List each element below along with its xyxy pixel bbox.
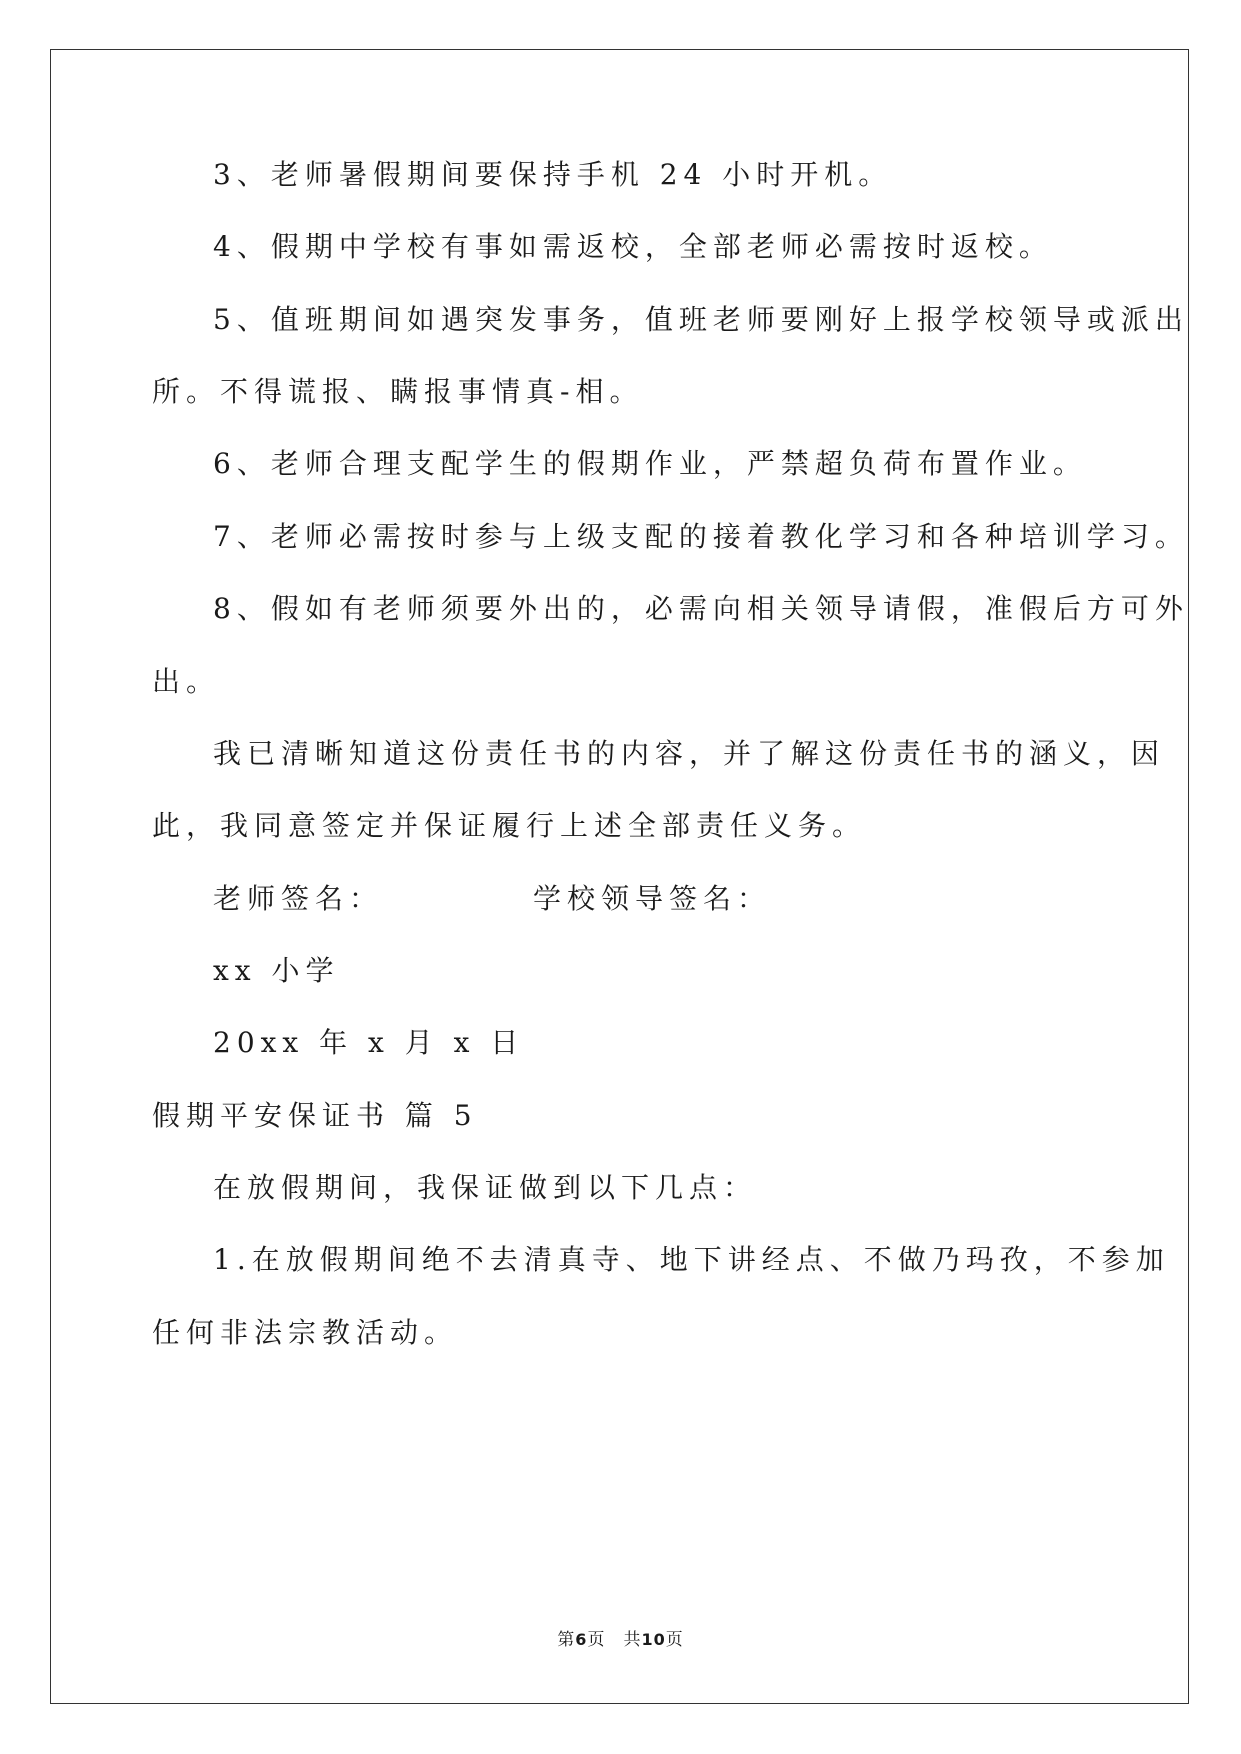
document-date: 20xx 年 x 月 x 日 <box>213 1026 525 1059</box>
leader-signature-label: 学校领导签名： <box>533 882 772 915</box>
paragraph-line: 所。不得谎报、瞒报事情真-相。 <box>152 375 644 408</box>
paragraph-line: 6、老师合理支配学生的假期作业，严禁超负荷布置作业。 <box>213 447 1087 480</box>
paragraph-line: 出。 <box>152 665 221 698</box>
teacher-signature-label: 老师签名： <box>213 882 384 915</box>
paragraph-line: 我已清晰知道这份责任书的内容，并了解这份责任书的涵义，因 <box>213 737 1166 770</box>
section-title: 假期平安保证书 篇 5 <box>152 1099 478 1132</box>
paragraph-line: 7、老师必需按时参与上级支配的接着教化学习和各种培训学习。 <box>213 520 1189 553</box>
total-suffix: 页 <box>665 1630 684 1650</box>
page-prefix: 第 <box>557 1630 576 1650</box>
paragraph-line: 在放假期间，我保证做到以下几点： <box>213 1171 758 1204</box>
page-footer <box>0 1625 1241 1650</box>
paragraph-line: 8、假如有老师须要外出的，必需向相关领导请假，准假后方可外 <box>213 592 1189 625</box>
paragraph-line: 1.在放假期间绝不去清真寺、地下讲经点、不做乃玛孜，不参加 <box>213 1243 1170 1276</box>
page-border <box>50 49 1189 1704</box>
paragraph-line: 5、值班期间如遇突发事务，值班老师要刚好上报学校领导或派出 <box>213 303 1189 336</box>
page-number: 6 <box>575 1630 588 1649</box>
signature-line <box>213 879 771 919</box>
paragraph-line: 任何非法宗教活动。 <box>152 1316 459 1349</box>
page-suffix: 页 <box>587 1630 606 1650</box>
school-name: xx 小学 <box>213 954 340 987</box>
paragraph-line: 3、老师暑假期间要保持手机 24 小时开机。 <box>213 158 893 191</box>
total-pages: 10 <box>641 1630 666 1649</box>
paragraph-line: 此，我同意签定并保证履行上述全部责任义务。 <box>152 809 867 842</box>
total-prefix: 共 <box>623 1630 642 1650</box>
paragraph-line: 4、假期中学校有事如需返校，全部老师必需按时返校。 <box>213 230 1053 263</box>
